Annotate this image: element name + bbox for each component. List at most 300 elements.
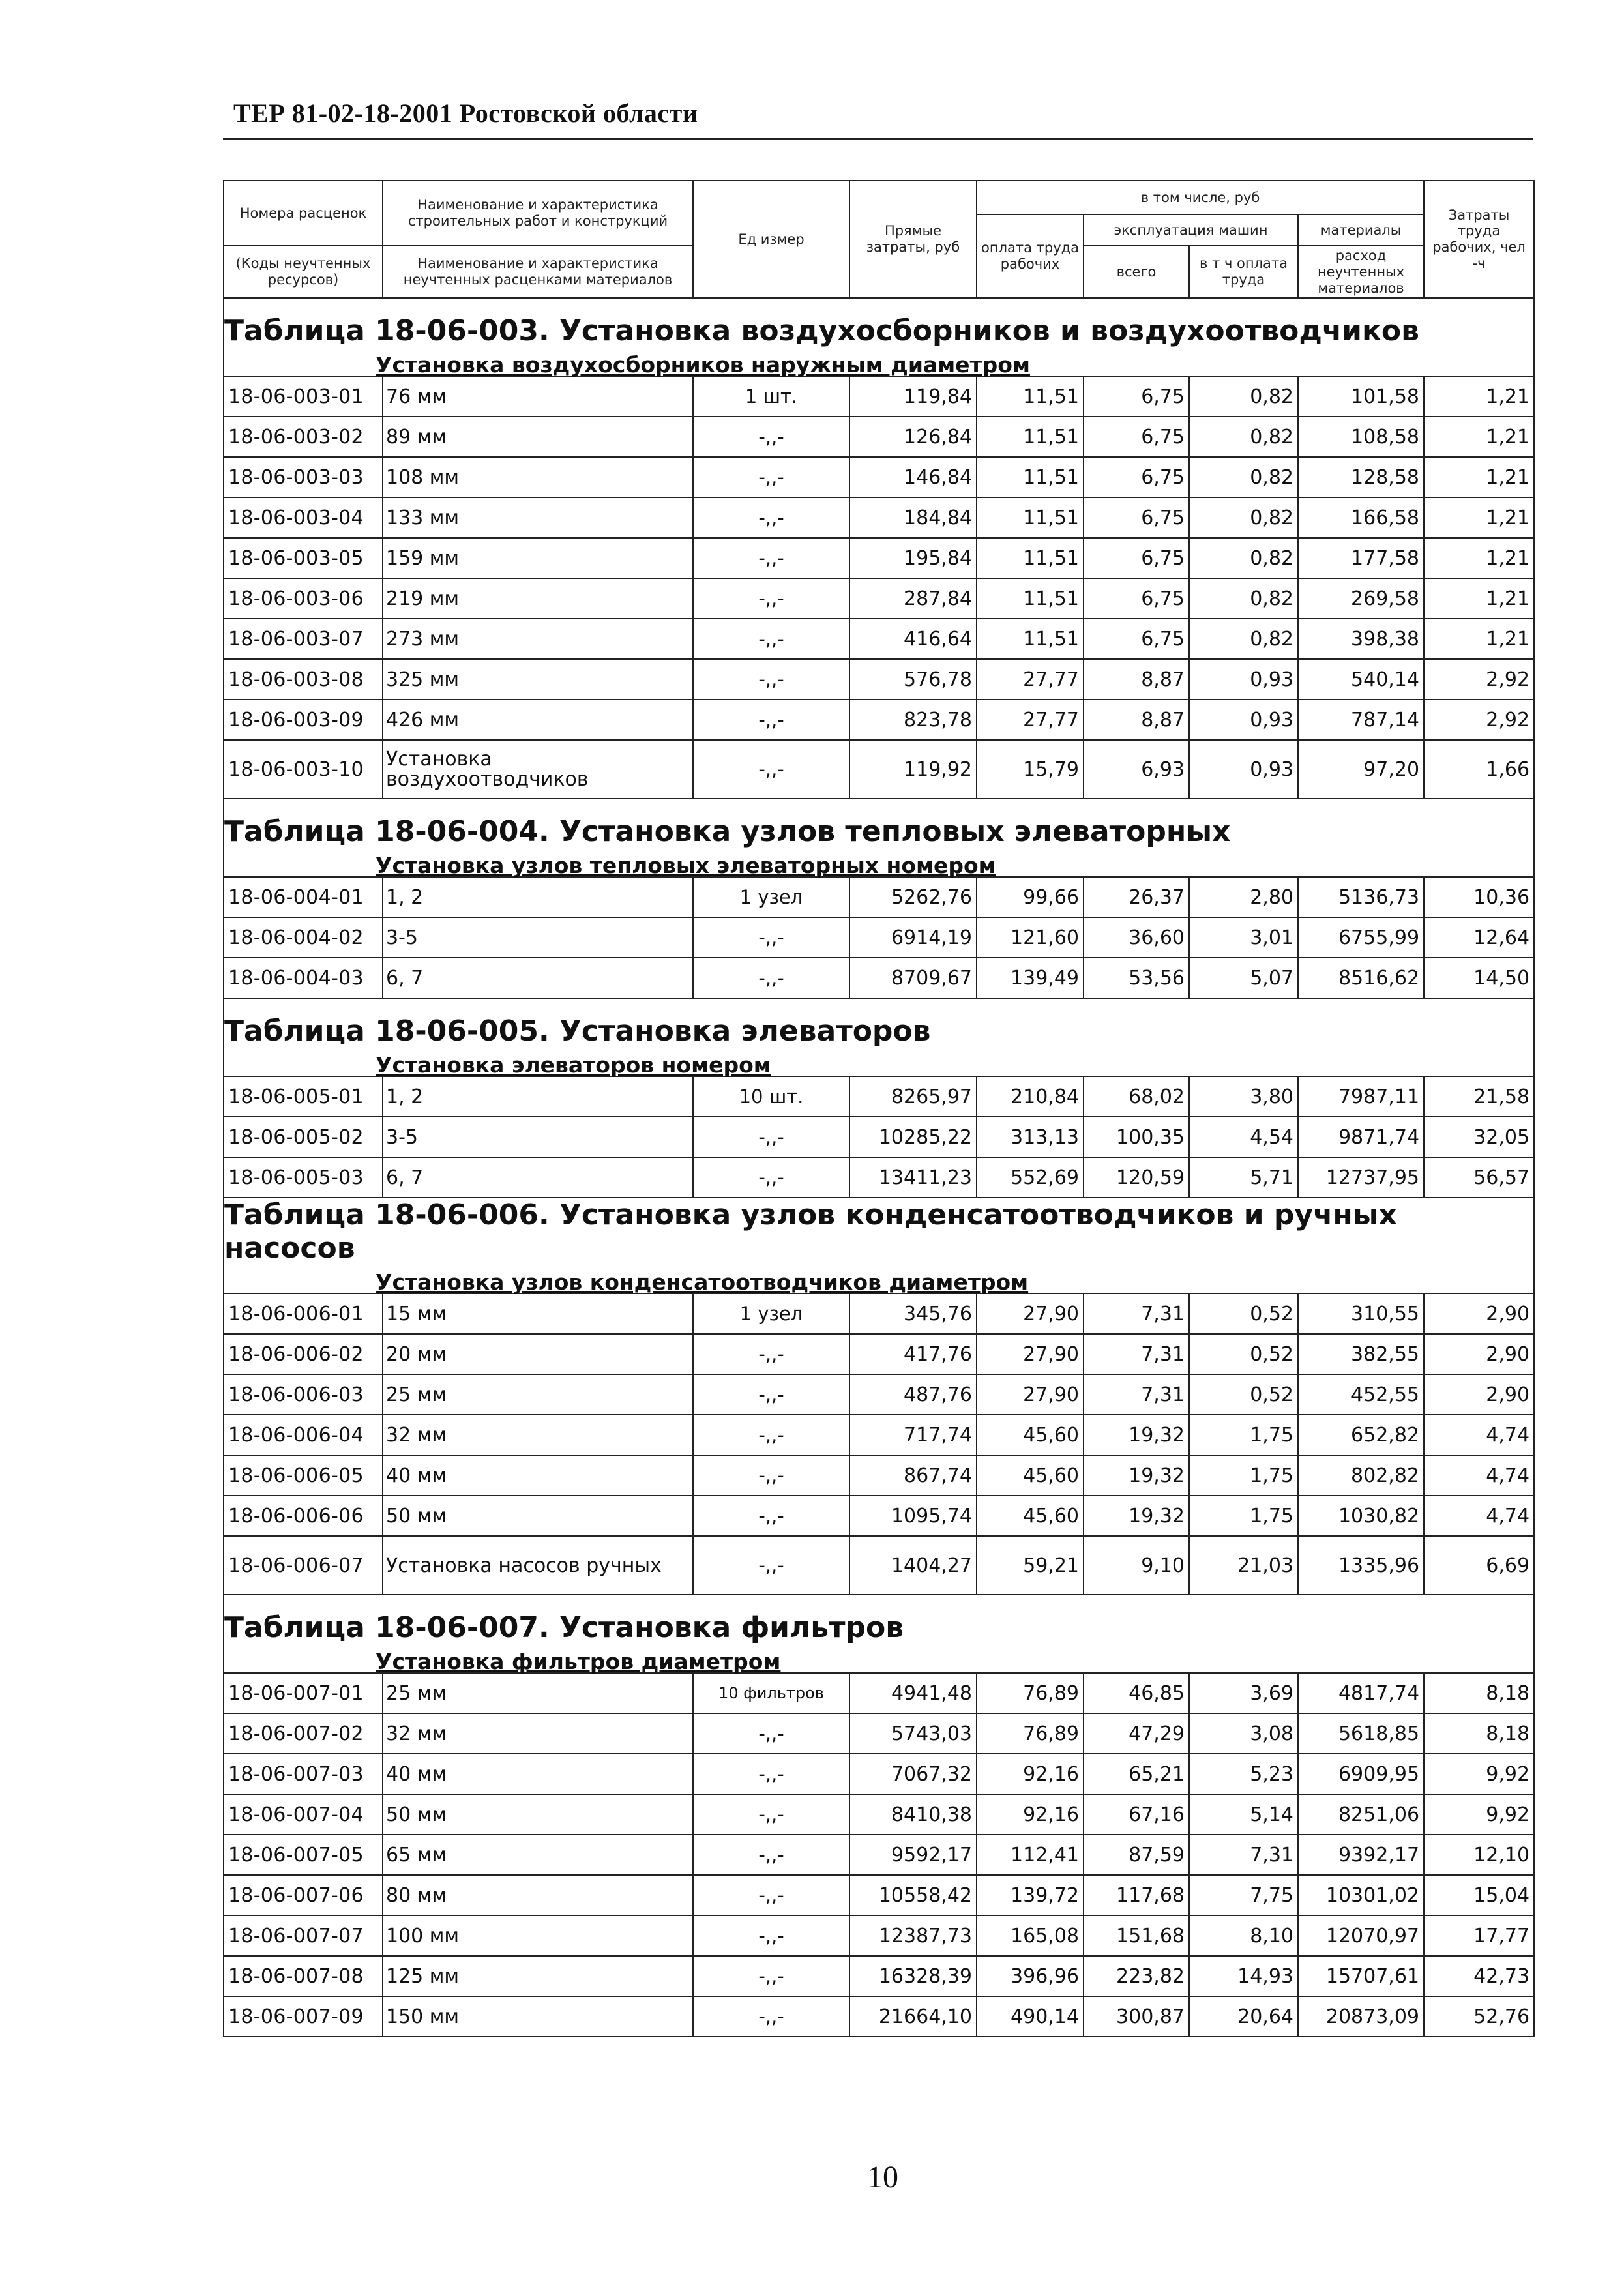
cell-unit: -,,- xyxy=(693,1713,849,1754)
cell-wage: 11,51 xyxy=(977,619,1084,659)
cell-labor: 2,90 xyxy=(1424,1293,1534,1334)
cell-unit: -,,- xyxy=(693,740,849,799)
cell-labor: 52,76 xyxy=(1424,1996,1534,2037)
cell-labor: 1,21 xyxy=(1424,538,1534,578)
cell-unit: -,,- xyxy=(693,497,849,538)
cell-mach-wage: 7,75 xyxy=(1189,1875,1298,1915)
cell-unit: -,,- xyxy=(693,1455,849,1496)
cell-mat: 8516,62 xyxy=(1298,958,1424,998)
cell-mat: 6909,95 xyxy=(1298,1754,1424,1794)
section-subtitle-row xyxy=(224,351,1534,376)
cell-code: 18-06-003-02 xyxy=(224,417,383,457)
table-row xyxy=(224,877,1534,917)
cell-direct: 16328,39 xyxy=(849,1956,977,1996)
cell-name: 15 мм xyxy=(383,1293,693,1334)
cell-name: 3-5 xyxy=(383,917,693,958)
cell-mach-wage: 0,93 xyxy=(1189,740,1298,799)
cell-mat: 10301,02 xyxy=(1298,1875,1424,1915)
cell-unit: -,,- xyxy=(693,1996,849,2037)
cell-mach-wage: 2,80 xyxy=(1189,877,1298,917)
cell-mach-wage: 8,10 xyxy=(1189,1915,1298,1956)
table-row xyxy=(224,1536,1534,1595)
header-machines: эксплуатация машин xyxy=(1084,214,1298,246)
cell-direct: 7067,32 xyxy=(849,1754,977,1794)
cell-mach: 47,29 xyxy=(1084,1713,1189,1754)
cell-wage: 45,60 xyxy=(977,1455,1084,1496)
cell-mat: 128,58 xyxy=(1298,457,1424,497)
cell-name: 273 мм xyxy=(383,619,693,659)
cell-direct: 10558,42 xyxy=(849,1875,977,1915)
cell-labor: 2,90 xyxy=(1424,1374,1534,1415)
table-row xyxy=(224,1754,1534,1794)
cell-mat: 310,55 xyxy=(1298,1293,1424,1334)
cell-direct: 487,76 xyxy=(849,1374,977,1415)
table-row xyxy=(224,619,1534,659)
cell-mat: 4817,74 xyxy=(1298,1673,1424,1713)
cell-wage: 396,96 xyxy=(977,1956,1084,1996)
cell-name: 80 мм xyxy=(383,1875,693,1915)
cell-name: 25 мм xyxy=(383,1673,693,1713)
cell-mach: 6,75 xyxy=(1084,376,1189,417)
section-title-row xyxy=(224,799,1534,852)
cell-labor: 10,36 xyxy=(1424,877,1534,917)
cell-code: 18-06-007-06 xyxy=(224,1875,383,1915)
cell-labor: 14,50 xyxy=(1424,958,1534,998)
cell-labor: 32,05 xyxy=(1424,1117,1534,1157)
cell-mach: 6,75 xyxy=(1084,578,1189,619)
cell-mach-wage: 21,03 xyxy=(1189,1536,1298,1595)
table-row xyxy=(224,538,1534,578)
cell-code: 18-06-007-02 xyxy=(224,1713,383,1754)
cell-unit: -,,- xyxy=(693,578,849,619)
table-row xyxy=(224,1713,1534,1754)
cell-labor: 8,18 xyxy=(1424,1673,1534,1713)
cell-unit: -,,- xyxy=(693,1415,849,1455)
cell-direct: 5743,03 xyxy=(849,1713,977,1754)
cell-code: 18-06-005-03 xyxy=(224,1157,383,1198)
cell-mach-wage: 0,82 xyxy=(1189,578,1298,619)
cell-wage: 92,16 xyxy=(977,1794,1084,1835)
table-row xyxy=(224,1835,1534,1875)
cell-direct: 8265,97 xyxy=(849,1076,977,1117)
table-row xyxy=(224,1117,1534,1157)
cell-code: 18-06-006-04 xyxy=(224,1415,383,1455)
cell-wage: 27,90 xyxy=(977,1293,1084,1334)
cell-wage: 45,60 xyxy=(977,1496,1084,1536)
cell-unit: -,,- xyxy=(693,1496,849,1536)
cell-name: 50 мм xyxy=(383,1794,693,1835)
cell-mach: 9,10 xyxy=(1084,1536,1189,1595)
cell-name: 89 мм xyxy=(383,417,693,457)
cell-mach-wage: 5,71 xyxy=(1189,1157,1298,1198)
section-title: Таблица 18-06-003. Установка воздухосборников и воздухоотводчиков xyxy=(224,298,1534,351)
cell-mat: 7987,11 xyxy=(1298,1076,1424,1117)
cell-mat: 15707,61 xyxy=(1298,1956,1424,1996)
cell-name: 50 мм xyxy=(383,1496,693,1536)
table-row xyxy=(224,1956,1534,1996)
cell-code: 18-06-007-07 xyxy=(224,1915,383,1956)
cell-unit: -,,- xyxy=(693,1536,849,1595)
cell-direct: 12387,73 xyxy=(849,1915,977,1956)
cell-unit: -,,- xyxy=(693,417,849,457)
cell-name: 6, 7 xyxy=(383,958,693,998)
cell-wage: 11,51 xyxy=(977,417,1084,457)
section-title: Таблица 18-06-004. Установка узлов тепловых элеваторных xyxy=(224,799,1534,852)
section-title-row xyxy=(224,1198,1534,1269)
cell-direct: 21664,10 xyxy=(849,1996,977,2037)
cell-wage: 27,77 xyxy=(977,659,1084,700)
cell-code: 18-06-003-03 xyxy=(224,457,383,497)
cell-mach-wage: 0,52 xyxy=(1189,1293,1298,1334)
table-row xyxy=(224,1915,1534,1956)
cell-mach-wage: 0,52 xyxy=(1189,1374,1298,1415)
cell-code: 18-06-003-06 xyxy=(224,578,383,619)
cell-mat: 1030,82 xyxy=(1298,1496,1424,1536)
cell-mat: 269,58 xyxy=(1298,578,1424,619)
cell-wage: 490,14 xyxy=(977,1996,1084,2037)
header-code-top: Номера расценок xyxy=(224,181,383,246)
cell-wage: 76,89 xyxy=(977,1713,1084,1754)
cell-code: 18-06-003-01 xyxy=(224,376,383,417)
cell-mat: 20873,09 xyxy=(1298,1996,1424,2037)
cell-wage: 59,21 xyxy=(977,1536,1084,1595)
cell-unit: -,,- xyxy=(693,1754,849,1794)
cell-wage: 112,41 xyxy=(977,1835,1084,1875)
section-subtitle: Установка воздухосборников наружным диаметром xyxy=(224,351,1534,376)
cell-mat: 97,20 xyxy=(1298,740,1424,799)
cell-mach: 68,02 xyxy=(1084,1076,1189,1117)
cell-direct: 4941,48 xyxy=(849,1673,977,1713)
cell-name: 65 мм xyxy=(383,1835,693,1875)
cell-labor: 56,57 xyxy=(1424,1157,1534,1198)
cell-mach-wage: 3,80 xyxy=(1189,1076,1298,1117)
cell-mat: 652,82 xyxy=(1298,1415,1424,1455)
header-machines-total: всего xyxy=(1084,246,1189,298)
cell-unit: -,,- xyxy=(693,958,849,998)
table-row xyxy=(224,1334,1534,1374)
cell-name: 76 мм xyxy=(383,376,693,417)
cell-mach: 7,31 xyxy=(1084,1334,1189,1374)
cell-code: 18-06-006-06 xyxy=(224,1496,383,1536)
cell-mach: 100,35 xyxy=(1084,1117,1189,1157)
cell-direct: 1095,74 xyxy=(849,1496,977,1536)
cell-labor: 2,90 xyxy=(1424,1334,1534,1374)
cell-mat: 101,58 xyxy=(1298,376,1424,417)
cell-mach-wage: 3,01 xyxy=(1189,917,1298,958)
table-row xyxy=(224,417,1534,457)
cell-wage: 11,51 xyxy=(977,376,1084,417)
cell-name: 125 мм xyxy=(383,1956,693,1996)
cell-mat: 166,58 xyxy=(1298,497,1424,538)
cell-code: 18-06-007-08 xyxy=(224,1956,383,1996)
table-row xyxy=(224,1794,1534,1835)
cell-wage: 165,08 xyxy=(977,1915,1084,1956)
cell-mach-wage: 7,31 xyxy=(1189,1835,1298,1875)
cell-mach: 6,93 xyxy=(1084,740,1189,799)
cell-direct: 184,84 xyxy=(849,497,977,538)
cell-wage: 99,66 xyxy=(977,877,1084,917)
cell-wage: 313,13 xyxy=(977,1117,1084,1157)
section-subtitle-row xyxy=(224,1648,1534,1673)
cell-mach-wage: 14,93 xyxy=(1189,1956,1298,1996)
cell-mat: 177,58 xyxy=(1298,538,1424,578)
cell-wage: 27,77 xyxy=(977,700,1084,740)
cell-mach-wage: 0,82 xyxy=(1189,497,1298,538)
header-rule xyxy=(223,138,1533,140)
cell-labor: 9,92 xyxy=(1424,1794,1534,1835)
cell-code: 18-06-005-01 xyxy=(224,1076,383,1117)
cell-unit: -,,- xyxy=(693,917,849,958)
cell-wage: 210,84 xyxy=(977,1076,1084,1117)
table-row xyxy=(224,1996,1534,2037)
section-subtitle-row xyxy=(224,1269,1534,1293)
section-title: Таблица 18-06-005. Установка элеваторов xyxy=(224,998,1534,1052)
cell-labor: 1,21 xyxy=(1424,497,1534,538)
cell-name: 40 мм xyxy=(383,1455,693,1496)
cell-mach: 6,75 xyxy=(1084,619,1189,659)
cell-mach: 53,56 xyxy=(1084,958,1189,998)
cell-direct: 13411,23 xyxy=(849,1157,977,1198)
cell-mat: 802,82 xyxy=(1298,1455,1424,1496)
cell-mach: 117,68 xyxy=(1084,1875,1189,1915)
cell-labor: 1,21 xyxy=(1424,417,1534,457)
cell-direct: 1404,27 xyxy=(849,1536,977,1595)
cell-code: 18-06-006-02 xyxy=(224,1334,383,1374)
cell-code: 18-06-007-04 xyxy=(224,1794,383,1835)
cell-direct: 416,64 xyxy=(849,619,977,659)
cell-mach: 7,31 xyxy=(1084,1293,1189,1334)
section-subtitle: Установка узлов конденсатоотводчиков диаметром xyxy=(224,1269,1534,1293)
cell-labor: 1,21 xyxy=(1424,578,1534,619)
cell-unit: -,,- xyxy=(693,1334,849,1374)
cell-name: 150 мм xyxy=(383,1996,693,2037)
cell-labor: 4,74 xyxy=(1424,1496,1534,1536)
cell-direct: 576,78 xyxy=(849,659,977,700)
cell-direct: 345,76 xyxy=(849,1293,977,1334)
cell-mach-wage: 0,93 xyxy=(1189,659,1298,700)
cell-direct: 195,84 xyxy=(849,538,977,578)
table-row xyxy=(224,1496,1534,1536)
cell-direct: 119,84 xyxy=(849,376,977,417)
section-title-row xyxy=(224,298,1534,351)
header-machines-wage: в т ч оплата труда xyxy=(1189,246,1298,298)
cell-direct: 6914,19 xyxy=(849,917,977,958)
cell-unit: -,,- xyxy=(693,538,849,578)
cell-mach-wage: 0,82 xyxy=(1189,538,1298,578)
cell-code: 18-06-004-03 xyxy=(224,958,383,998)
cell-mach-wage: 4,54 xyxy=(1189,1117,1298,1157)
cell-mach: 6,75 xyxy=(1084,538,1189,578)
header-materials-sub: расход неучтенных материалов xyxy=(1298,246,1424,298)
price-table xyxy=(223,180,1535,2037)
table-row xyxy=(224,578,1534,619)
cell-direct: 9592,17 xyxy=(849,1835,977,1875)
cell-direct: 867,74 xyxy=(849,1455,977,1496)
cell-mach-wage: 0,52 xyxy=(1189,1334,1298,1374)
cell-mach-wage: 0,82 xyxy=(1189,417,1298,457)
cell-mach-wage: 3,08 xyxy=(1189,1713,1298,1754)
table-row xyxy=(224,1374,1534,1415)
cell-mach-wage: 3,69 xyxy=(1189,1673,1298,1713)
cell-unit: -,,- xyxy=(693,1875,849,1915)
cell-mach: 6,75 xyxy=(1084,417,1189,457)
table-row xyxy=(224,1076,1534,1117)
cell-mach-wage: 5,23 xyxy=(1189,1754,1298,1794)
section-title-row xyxy=(224,998,1534,1052)
cell-mach: 26,37 xyxy=(1084,877,1189,917)
cell-labor: 6,69 xyxy=(1424,1536,1534,1595)
cell-direct: 8410,38 xyxy=(849,1794,977,1835)
cell-mach-wage: 0,93 xyxy=(1189,700,1298,740)
cell-unit: -,,- xyxy=(693,1915,849,1956)
cell-unit: -,,- xyxy=(693,700,849,740)
cell-labor: 4,74 xyxy=(1424,1455,1534,1496)
cell-code: 18-06-004-02 xyxy=(224,917,383,958)
cell-mach-wage: 0,82 xyxy=(1189,457,1298,497)
cell-labor: 12,10 xyxy=(1424,1835,1534,1875)
page-number: 10 xyxy=(867,2160,898,2195)
cell-labor: 1,66 xyxy=(1424,740,1534,799)
cell-mach: 6,75 xyxy=(1084,457,1189,497)
cell-wage: 11,51 xyxy=(977,578,1084,619)
cell-mach: 19,32 xyxy=(1084,1496,1189,1536)
cell-labor: 12,64 xyxy=(1424,917,1534,958)
cell-code: 18-06-003-09 xyxy=(224,700,383,740)
header-labor: Затраты труда рабочих, чел -ч xyxy=(1424,181,1534,298)
cell-name: 108 мм xyxy=(383,457,693,497)
cell-mat: 8251,06 xyxy=(1298,1794,1424,1835)
table-row xyxy=(224,659,1534,700)
cell-wage: 27,90 xyxy=(977,1374,1084,1415)
cell-unit: -,,- xyxy=(693,1157,849,1198)
cell-mach-wage: 0,82 xyxy=(1189,376,1298,417)
cell-mat: 12070,97 xyxy=(1298,1915,1424,1956)
cell-name: 100 мм xyxy=(383,1915,693,1956)
cell-name: 133 мм xyxy=(383,497,693,538)
cell-mach-wage: 1,75 xyxy=(1189,1415,1298,1455)
cell-labor: 2,92 xyxy=(1424,659,1534,700)
section-subtitle: Установка элеваторов номером xyxy=(224,1052,1534,1076)
cell-mach: 19,32 xyxy=(1084,1415,1189,1455)
cell-code: 18-06-003-08 xyxy=(224,659,383,700)
cell-mat: 5618,85 xyxy=(1298,1713,1424,1754)
cell-name: 1, 2 xyxy=(383,1076,693,1117)
cell-code: 18-06-006-01 xyxy=(224,1293,383,1334)
cell-mat: 108,58 xyxy=(1298,417,1424,457)
table-row xyxy=(224,700,1534,740)
cell-mat: 382,55 xyxy=(1298,1334,1424,1374)
cell-direct: 417,76 xyxy=(849,1334,977,1374)
section-title-row xyxy=(224,1595,1534,1648)
cell-mach-wage: 5,07 xyxy=(1189,958,1298,998)
table-row xyxy=(224,1293,1534,1334)
cell-name: 159 мм xyxy=(383,538,693,578)
cell-wage: 121,60 xyxy=(977,917,1084,958)
cell-unit: 10 фильтров xyxy=(693,1673,849,1713)
cell-direct: 119,92 xyxy=(849,740,977,799)
cell-labor: 17,77 xyxy=(1424,1915,1534,1956)
cell-unit: -,,- xyxy=(693,1794,849,1835)
page-header: ТЕР 81-02-18-2001 Ростовской области xyxy=(233,98,698,128)
cell-unit: 1 шт. xyxy=(693,376,849,417)
cell-mat: 452,55 xyxy=(1298,1374,1424,1415)
cell-name: 1, 2 xyxy=(383,877,693,917)
cell-labor: 1,21 xyxy=(1424,619,1534,659)
cell-code: 18-06-006-05 xyxy=(224,1455,383,1496)
cell-code: 18-06-006-03 xyxy=(224,1374,383,1415)
cell-name: 219 мм xyxy=(383,578,693,619)
table-row xyxy=(224,1157,1534,1198)
table-header-row-1 xyxy=(224,181,1534,214)
cell-labor: 1,21 xyxy=(1424,457,1534,497)
cell-unit: 1 узел xyxy=(693,1293,849,1334)
cell-wage: 11,51 xyxy=(977,497,1084,538)
cell-direct: 717,74 xyxy=(849,1415,977,1455)
header-unit: Ед измер xyxy=(693,181,849,298)
cell-labor: 8,18 xyxy=(1424,1713,1534,1754)
cell-mat: 540,14 xyxy=(1298,659,1424,700)
cell-wage: 27,90 xyxy=(977,1334,1084,1374)
cell-unit: -,,- xyxy=(693,1374,849,1415)
cell-mach-wage: 0,82 xyxy=(1189,619,1298,659)
cell-code: 18-06-007-03 xyxy=(224,1754,383,1794)
cell-labor: 9,92 xyxy=(1424,1754,1534,1794)
header-name-top: Наименование и характеристика строительных работ и конструкций xyxy=(383,181,693,246)
table-row xyxy=(224,917,1534,958)
cell-wage: 11,51 xyxy=(977,538,1084,578)
cell-direct: 146,84 xyxy=(849,457,977,497)
cell-wage: 45,60 xyxy=(977,1415,1084,1455)
cell-direct: 823,78 xyxy=(849,700,977,740)
cell-wage: 11,51 xyxy=(977,457,1084,497)
table-row xyxy=(224,958,1534,998)
cell-name: 40 мм xyxy=(383,1754,693,1794)
header-incl: в том числе, руб xyxy=(977,181,1424,214)
cell-name: 25 мм xyxy=(383,1374,693,1415)
cell-name: 20 мм xyxy=(383,1334,693,1374)
header-materials: материалы xyxy=(1298,214,1424,246)
cell-mat: 9392,17 xyxy=(1298,1835,1424,1875)
table-row xyxy=(224,376,1534,417)
cell-unit: 10 шт. xyxy=(693,1076,849,1117)
section-title: Таблица 18-06-007. Установка фильтров xyxy=(224,1595,1534,1648)
cell-mach: 223,82 xyxy=(1084,1956,1189,1996)
cell-mat: 12737,95 xyxy=(1298,1157,1424,1198)
cell-mach: 151,68 xyxy=(1084,1915,1189,1956)
cell-mach: 65,21 xyxy=(1084,1754,1189,1794)
section-title: Таблица 18-06-006. Установка узлов конденсатоотводчиков и ручных насосов xyxy=(224,1198,1534,1269)
cell-direct: 10285,22 xyxy=(849,1117,977,1157)
cell-labor: 1,21 xyxy=(1424,376,1534,417)
cell-name: 32 мм xyxy=(383,1713,693,1754)
header-name-bottom: Наименование и характеристика неучтенных расценками материалов xyxy=(383,246,693,298)
cell-labor: 2,92 xyxy=(1424,700,1534,740)
cell-mach: 120,59 xyxy=(1084,1157,1189,1198)
cell-wage: 552,69 xyxy=(977,1157,1084,1198)
cell-name: 32 мм xyxy=(383,1415,693,1455)
cell-unit: -,,- xyxy=(693,1835,849,1875)
cell-mach: 19,32 xyxy=(1084,1455,1189,1496)
cell-mach: 7,31 xyxy=(1084,1374,1189,1415)
cell-mach: 87,59 xyxy=(1084,1835,1189,1875)
table-row xyxy=(224,1673,1534,1713)
cell-unit: -,,- xyxy=(693,659,849,700)
table-row xyxy=(224,1415,1534,1455)
section-subtitle: Установка фильтров диаметром xyxy=(224,1648,1534,1673)
cell-name: Установка воздухоотводчиков xyxy=(383,740,693,799)
cell-labor: 4,74 xyxy=(1424,1415,1534,1455)
cell-labor: 42,73 xyxy=(1424,1956,1534,1996)
